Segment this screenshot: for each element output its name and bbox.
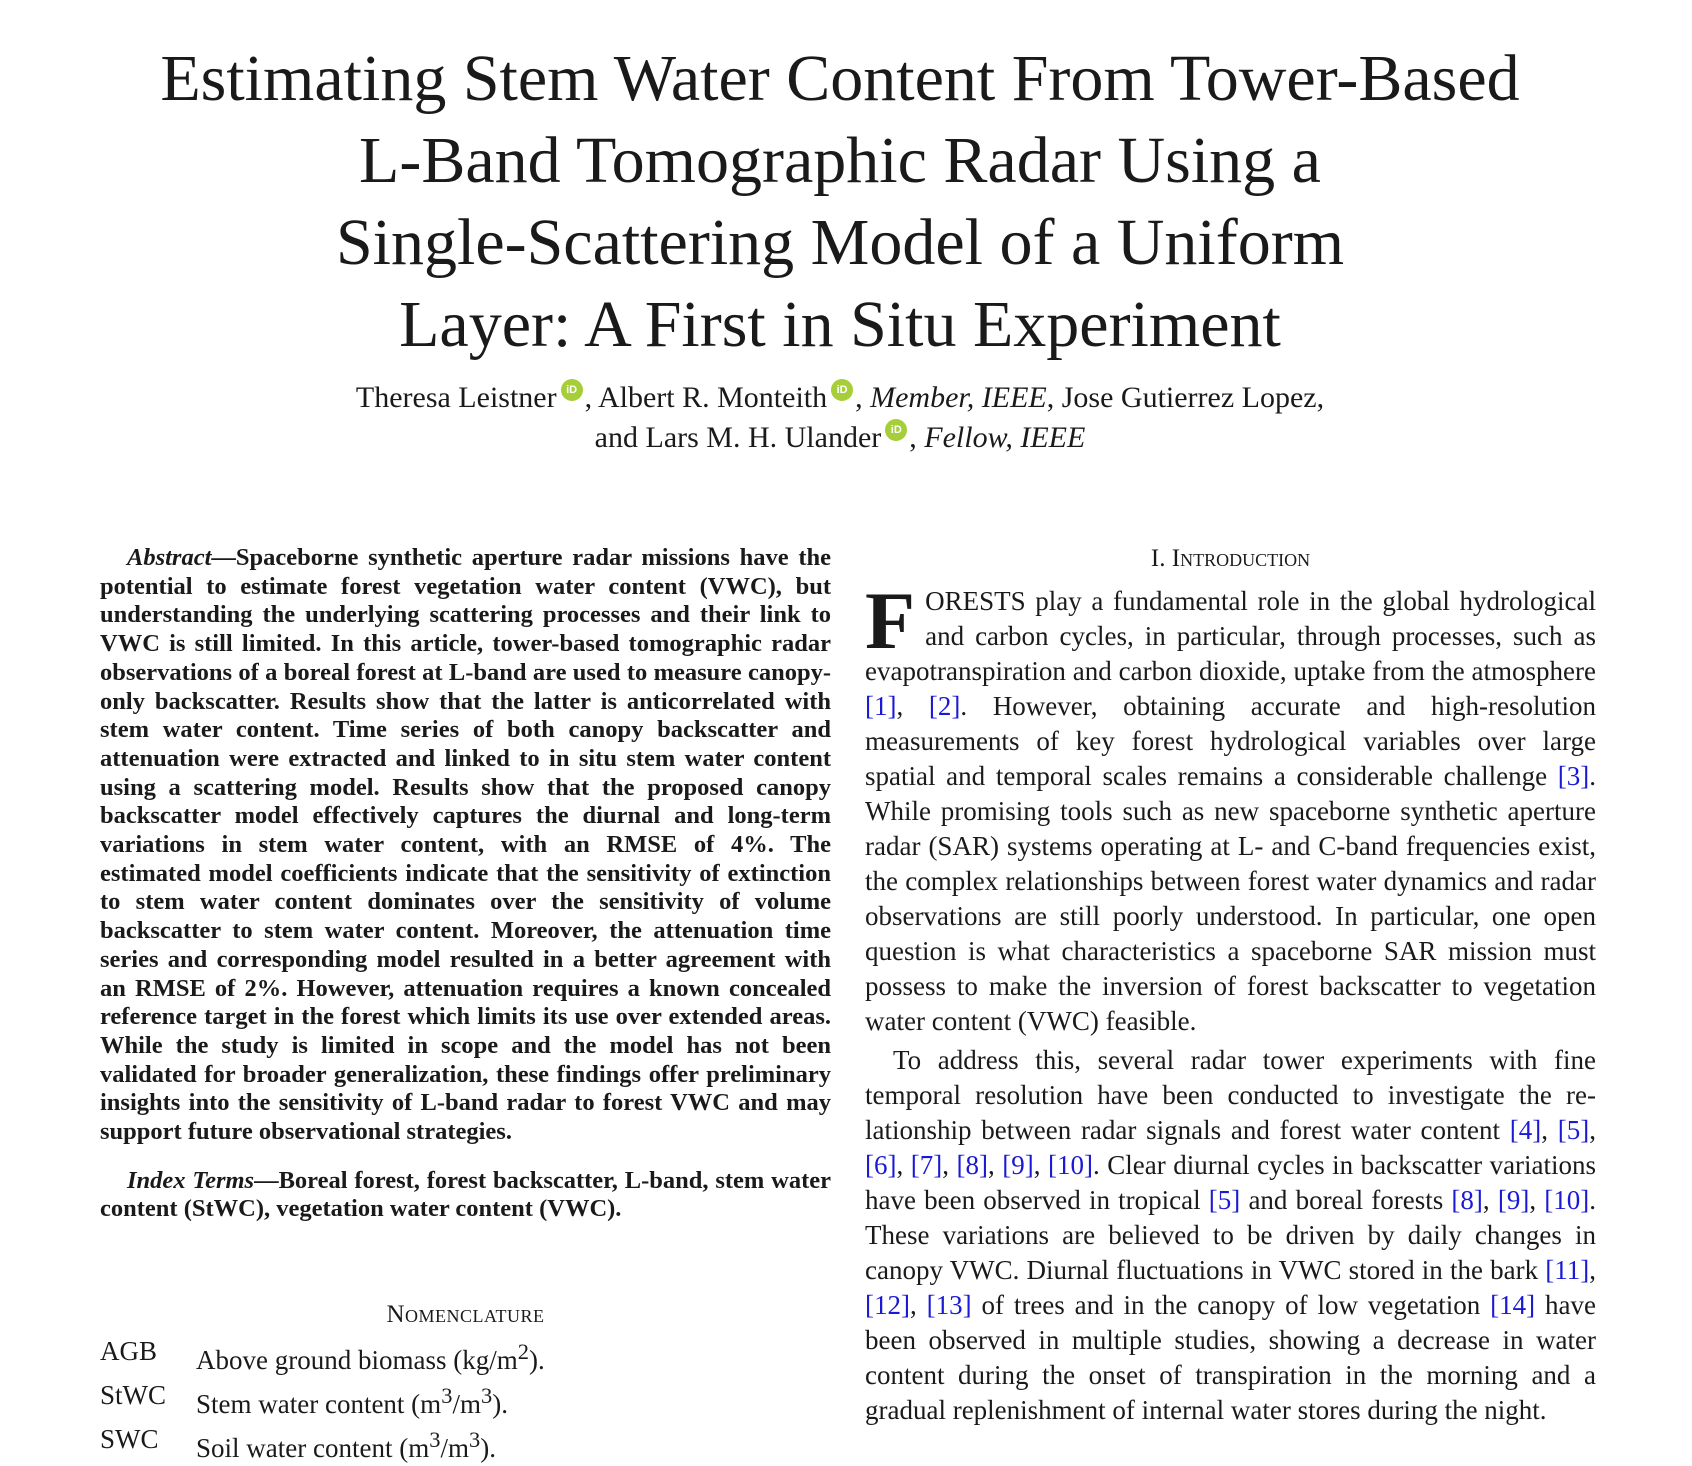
citation-link[interactable]: [10] (1544, 1185, 1590, 1215)
author-role: Fellow, IEEE (924, 421, 1086, 454)
nomenclature-abbr: SWC (100, 1424, 159, 1455)
citation-link[interactable]: [6] (865, 1150, 897, 1180)
citation-link[interactable]: [12] (865, 1290, 910, 1320)
citation-link[interactable]: [9] (1497, 1185, 1530, 1215)
orcid-icon[interactable]: iD (831, 379, 853, 401)
abstract-text: Spaceborne synthetic aperture radar missions have the potential to estimate forest vegetation water content (VWC), but understanding the underlying scattering processes and their link to VWC is still limited. In this article, tower-based tomographic radar observations of a boreal forest at L-band are used to measure canopy-only backscatter. Results show that the latter is anticorrelated with stem water content. Time series of both canopy backscatter and attenuation were extracted and linked to in situ stem water content using a scattering model. Results show that the proposed canopy backscatter model effectively captures the diurnal and long-term variations in stem water content, with an RMSE of 4%. The estimated model coefficients indicate that the sensitivity of extinction to stem water content dominates over the sensitivity of volume backscatter to stem water content. Moreover, the attenuation time series and corresponding model resulted in a better agreement with an RMSE of 2%. However, attenuation requires a known concealed reference target in the forest which limits its use over extended areas. While the study is limited in scope and the model has not been validated for broader generalization, these findings offer preliminary insights into the sensitivity of L-band radar to forest VWC and may support future observational strategies. (100, 544, 831, 1146)
body-text-run: . Clear diurnal cycles in backscatter variations have been observed in tropical (865, 1150, 1597, 1215)
drop-cap: F (865, 575, 916, 666)
nomenclature-row (100, 1422, 831, 1466)
body-text-run: , (896, 691, 929, 721)
citation-link[interactable]: [2] (928, 691, 961, 721)
abstract-dash: — (211, 544, 236, 571)
section-title: Introduction (1171, 545, 1311, 572)
citation-link[interactable]: [3] (1557, 761, 1590, 791)
body-text-run: , (1541, 1115, 1558, 1145)
body-text-run: , (987, 1150, 1003, 1180)
body-text-run: have been observed in multiple studies, showing a decrease in water content during the onset of transpiration in the morning and a gradual replenishment of internal water stores during the night. (865, 1290, 1596, 1425)
nomenclature-definition: Soil water content $(m^3/m^3)$. (196, 1427, 496, 1464)
right-column (865, 544, 1596, 1428)
title-line: L-Band Tomographic Radar Using a (359, 124, 1321, 197)
body-text-run: , (1589, 1255, 1596, 1285)
citation-link[interactable]: [7] (910, 1150, 943, 1180)
title-line: Single-Scattering Model of a Uniform (335, 206, 1345, 279)
section-number: I. (1150, 545, 1166, 572)
body-text-run: , (909, 1290, 927, 1320)
citation-link[interactable]: [13] (926, 1290, 972, 1320)
author-name: Jose Gutierrez Lopez, (1061, 381, 1325, 414)
citation-link[interactable]: [10] (1048, 1150, 1093, 1180)
body-text-run: , (1529, 1185, 1545, 1215)
body-text-run: , (1033, 1150, 1048, 1180)
body-text-run: . These variations are believed to be driven by daily changes in canopy VWC. Diurnal fluctuations in VWC stored in the bark (865, 1185, 1596, 1285)
citation-link[interactable]: [11] (1545, 1255, 1590, 1285)
nomenclature-definition: Above ground biomass $(kg/m^2)$. (196, 1339, 545, 1376)
nomenclature-abbr: AGB (100, 1336, 158, 1367)
title-line: Layer: A First in Situ Experiment (399, 288, 1281, 361)
citation-link[interactable]: [5] (1208, 1185, 1241, 1215)
intro-paragraph (865, 575, 1596, 1039)
abstract (100, 544, 831, 1147)
nomenclature-row (100, 1378, 831, 1422)
orcid-icon[interactable]: iD (885, 419, 907, 441)
author-line: Theresa Leistner iD , Albert R. Monteith iD , Member, IEEE, Jose Gutierrez Lopez, (355, 381, 1325, 414)
body-text-run: and boreal forests (1240, 1185, 1452, 1215)
citation-link[interactable]: [1] (865, 691, 897, 721)
orcid-icon[interactable]: iD (561, 379, 583, 401)
citation-link[interactable]: [8] (1451, 1185, 1483, 1215)
index-terms-label: Index Terms (127, 1166, 255, 1194)
author-role: Member, IEEE (870, 381, 1047, 414)
citation-link[interactable]: [8] (956, 1150, 988, 1180)
title-line: Estimating Stem Water Content From Tower-Based (160, 42, 1520, 115)
body-text-run: ORESTS play a fundamental role in the global hydrological and carbon cycles, in particular, through processes, such as evapotranspiration and carbon dioxide, uptake from the atmosphere (865, 586, 1596, 686)
left-column (100, 544, 831, 1466)
paper-title (60, 38, 1620, 366)
body-text-run: To address this, several radar tower experiments with fine temporal resolution have been conducted to investigate the relationship between radar signals and forest water content (865, 1045, 1596, 1145)
author-name: Theresa Leistner (355, 381, 557, 414)
body-text-run: , (1482, 1185, 1498, 1215)
body-text-run: , (896, 1150, 911, 1180)
body-text-run: , (942, 1150, 957, 1180)
citation-link[interactable]: [9] (1002, 1150, 1034, 1180)
nomenclature-row (100, 1334, 831, 1378)
index-terms-dash: — (254, 1166, 279, 1194)
author-name: and Lars M. H. Ulander (594, 421, 882, 454)
body-text-run: . While promising tools such as new spaceborne synthetic aperture radar (SAR) systems operating at L- and C-band frequencies exist, the complex relationships between forest water dynamics and radar observations are still poorly understood. In particular, one open question is what characteristics a spaceborne SAR mission must possess to make the inversion of forest backscatter to vegetation water content (VWC) feasible. (865, 761, 1596, 1036)
body-text-run: of trees and in the canopy of low vegetation (971, 1290, 1491, 1320)
citation-link[interactable]: [4] (1509, 1115, 1542, 1145)
nomenclature-definition: Stem water content $(m^3/m^3)$. (196, 1383, 508, 1420)
index-terms-text: Boreal forest, forest backscatter, L-band, stem water content (StWC), vegetation water content (VWC). (100, 1166, 831, 1223)
citation-link[interactable]: [14] (1490, 1290, 1536, 1320)
nomenclature-heading: Nomenclature (386, 1301, 545, 1329)
index-terms (100, 1167, 831, 1224)
citation-link[interactable]: [5] (1557, 1115, 1590, 1145)
body-text-run: , (1589, 1115, 1596, 1145)
author-list (60, 378, 1620, 458)
abstract-label: Abstract (127, 544, 212, 571)
body-text-run: . However, obtaining accurate and high-resolution measurements of key forest hydrological variables over large spatial and temporal scales remains a considerable challenge (865, 691, 1596, 791)
section-heading-introduction (865, 544, 1596, 574)
author-line: and Lars M. H. Ulander iD , Fellow, IEEE (594, 421, 1086, 454)
intro-paragraph (865, 1043, 1596, 1428)
nomenclature-abbr: StWC (100, 1380, 167, 1411)
author-name: Albert R. Monteith (597, 381, 828, 414)
nomenclature-list (100, 1334, 831, 1466)
